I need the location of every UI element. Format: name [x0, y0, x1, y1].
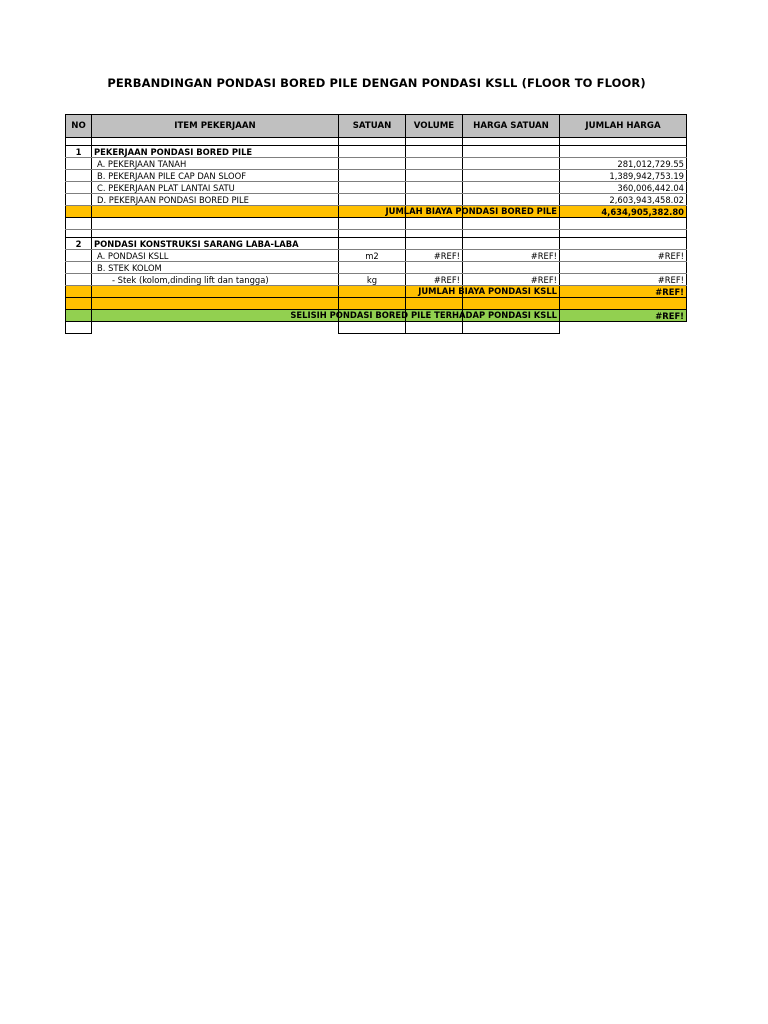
item-label: D. PEKERJAAN PONDASI BORED PILE [92, 194, 339, 206]
header-row [66, 115, 687, 138]
item-volume: #REF! [406, 250, 463, 262]
total-label-ksll: JUMLAH BIAYA PONDASI KSLL [418, 286, 557, 296]
page-title: PERBANDINGAN PONDASI BORED PILE DENGAN PONDASI KSLL (FLOOR TO FLOOR) [107, 76, 646, 90]
item-volume: #REF! [406, 274, 463, 286]
table-row [66, 250, 687, 262]
item-jumlah: 281,012,729.55 [560, 158, 687, 170]
total-value-bored-pile: 4,634,905,382.80 [560, 206, 687, 218]
selisih-row [66, 310, 687, 322]
item-satuan: kg [339, 274, 406, 286]
item-label: B. STEK KOLOM [92, 262, 339, 274]
table-row [66, 170, 687, 182]
orange-blank-row [66, 298, 687, 310]
item-jumlah: 2,603,943,458.02 [560, 194, 687, 206]
item-label: - Stek (kolom,dinding lift dan tangga) [92, 274, 339, 286]
table-row [66, 262, 687, 274]
table-row [66, 274, 687, 286]
header-item: ITEM PEKERJAAN [92, 115, 339, 138]
comparison-table [65, 114, 687, 334]
item-jumlah: 360,006,442.04 [560, 182, 687, 194]
spacer-row [66, 138, 687, 146]
header-no: NO [66, 115, 92, 138]
table-row [66, 158, 687, 170]
section-1-no: 1 [66, 146, 92, 158]
item-label: B. PEKERJAAN PILE CAP DAN SLOOF [92, 170, 339, 182]
item-harga: #REF! [463, 250, 560, 262]
total-label-bored-pile: JUMLAH BIAYA PONDASI BORED PILE [385, 206, 557, 216]
total-row-bored-pile [66, 206, 687, 218]
spacer-row [66, 230, 687, 238]
item-label: C. PEKERJAAN PLAT LANTAI SATU [92, 182, 339, 194]
tail-row [66, 322, 687, 334]
total-row-ksll [66, 286, 687, 298]
item-jumlah: 1,389,942,753.19 [560, 170, 687, 182]
header-harga-satuan: HARGA SATUAN [463, 115, 560, 138]
section-2-no: 2 [66, 238, 92, 250]
header-satuan: SATUAN [339, 115, 406, 138]
selisih-label: SELISIH PONDASI BORED PILE TERHADAP PONDASI KSLL [290, 310, 557, 320]
section-2-row [66, 238, 687, 250]
selisih-value: #REF! [560, 310, 687, 322]
item-satuan: m2 [339, 250, 406, 262]
header-volume: VOLUME [406, 115, 463, 138]
section-1-row [66, 146, 687, 158]
item-jumlah: #REF! [560, 250, 687, 262]
table-row [66, 182, 687, 194]
blank-row [66, 218, 687, 230]
header-jumlah-harga: JUMLAH HARGA [560, 115, 687, 138]
item-harga: #REF! [463, 274, 560, 286]
section-2-title: PONDASI KONSTRUKSI SARANG LABA-LABA [92, 238, 339, 250]
total-value-ksll: #REF! [560, 286, 687, 298]
item-jumlah: #REF! [560, 274, 687, 286]
item-label: A. PONDASI KSLL [92, 250, 339, 262]
table-row [66, 194, 687, 206]
item-label: A. PEKERJAAN TANAH [92, 158, 339, 170]
section-1-title: PEKERJAAN PONDASI BORED PILE [92, 146, 339, 158]
